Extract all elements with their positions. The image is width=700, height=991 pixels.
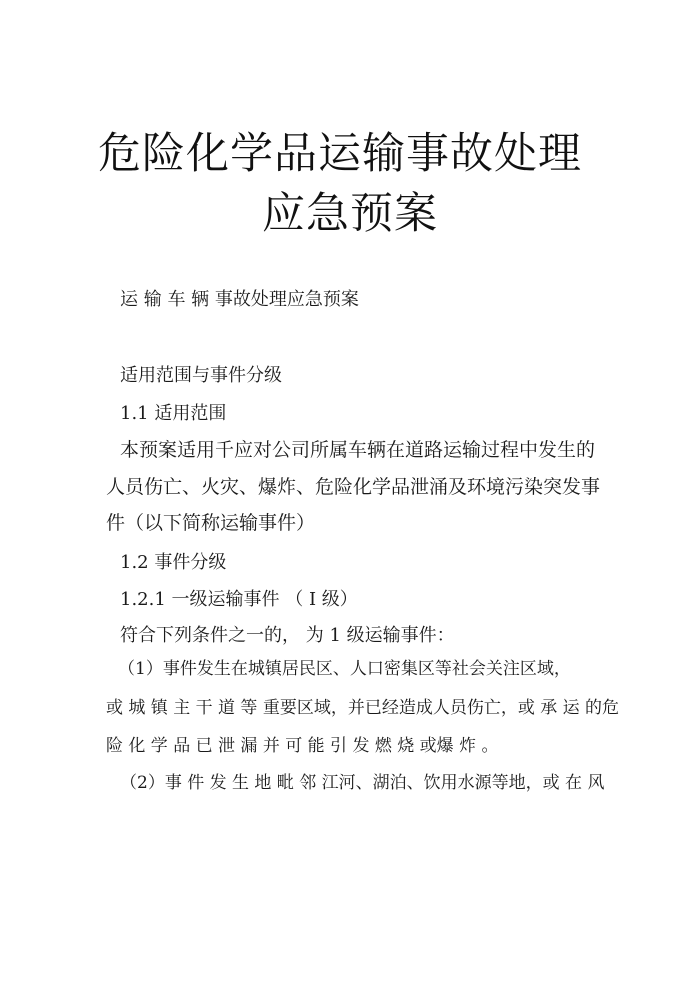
document-title-line-2: 应急预案 xyxy=(262,189,438,239)
section-1-1-heading: 1.1 适用范围 xyxy=(120,403,227,424)
item-1-line-3: 险 化 学 品 已 泄 漏 并 可 能 引 发 燃 烧 或爆 炸 。 xyxy=(106,736,499,756)
subtitle: 运 输 车 辆 事故处理应急预案 xyxy=(120,289,359,310)
section-1-2-heading: 1.2 事件分级 xyxy=(120,552,227,573)
item-2-line-1: （2）事 件 发 生 地 毗 邻 江河、湖泊、饮用水源等地，或 在 风 xyxy=(120,773,605,793)
document-title-line-1: 危险化学品运输事故处理 xyxy=(98,129,582,179)
item-1-line-2: 或 城 镇 主 干 道 等 重要区域，并已经造成人员伤亡，或 承 运 的危 xyxy=(106,698,620,718)
paragraph-1-line-3: 件（以下简称运输事件） xyxy=(106,512,316,534)
paragraph-1-line-1: 本预案适用千应对公司所属车辆在道路运输过程中发生的 xyxy=(120,439,596,461)
section-heading: 适用范围与事件分级 xyxy=(120,365,282,386)
item-1-line-1: （1）事件发生在城镇居民区、人口密集区等社会关注区域， xyxy=(118,659,571,679)
paragraph-1-line-2: 人员伤亡、火灾、爆炸、危险化学品泄涌及环境污染突发事 xyxy=(106,476,601,498)
criteria-intro: 符合下列条件之一的， 为 1 级运输事件： xyxy=(120,625,455,646)
section-1-2-1-heading: 1.2.1 一级运输事件 （ I 级） xyxy=(120,589,358,610)
